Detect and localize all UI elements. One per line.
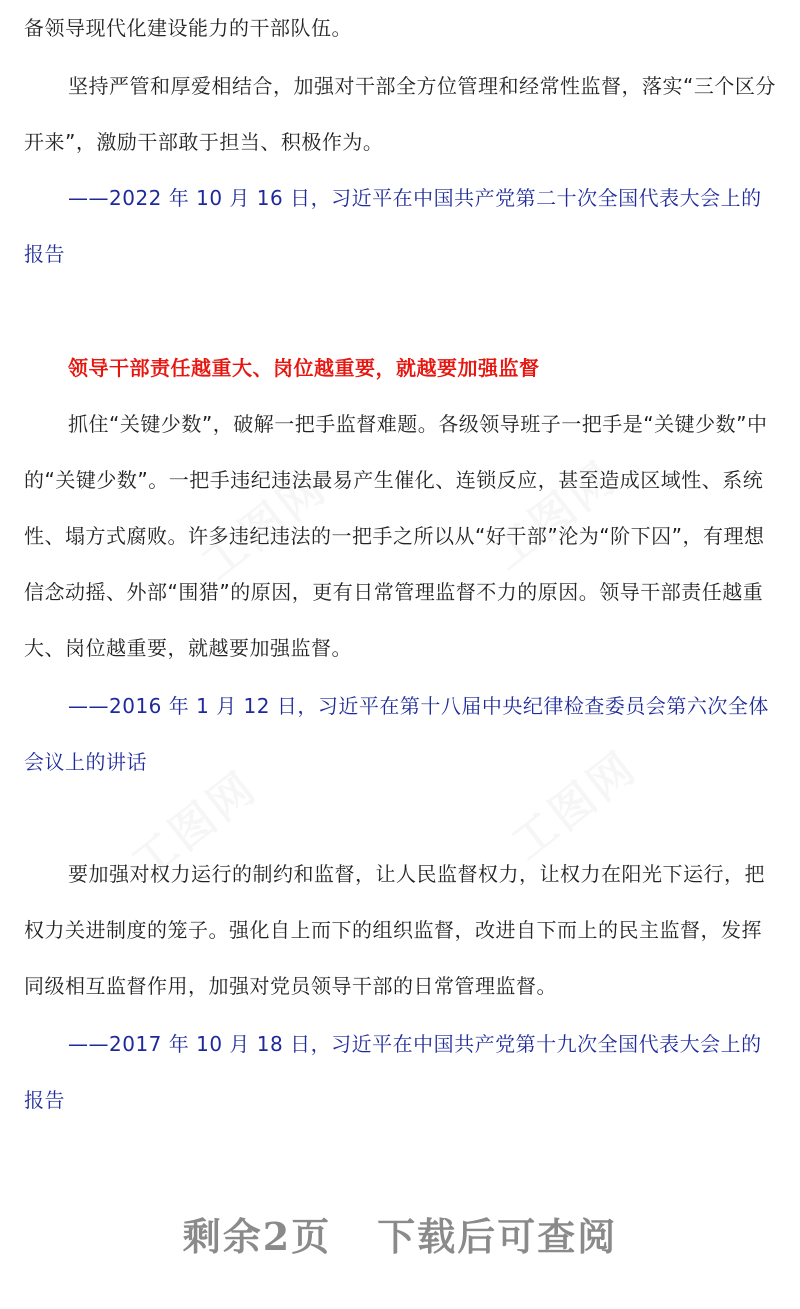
section-heading: 领导干部责任越重大、岗位越重要，就越要加强监督 [68, 356, 540, 380]
quote-source-2017: ——2017 年 10 月 18 日，习近平在中国共产党第十九次全国代表大会上的报告 [24, 1032, 762, 1112]
quote-source-2022: ——2022 年 10 月 16 日，习近平在中国共产党第二十次全国代表大会上的报告 [24, 186, 762, 266]
paragraph-key-minority: 抓住“关键少数”，破解一把手监督难题。各级领导班子一把手是“关键少数”中的“关键少数”。一把手违纪违法最易产生催化、连锁反应，甚至造成区域性、系统性、塌方式腐败。许多违纪违法的一把手之所以从“好干部”沦为“阶下囚”，有理想信念动摇、外部“围猎”的原因，更有日常管理监督不力的原因。领导干部责任越重大、岗位越重要，就越要加强监督。 [24, 412, 768, 660]
paragraph-strict-management: 坚持严管和厚爱相结合，加强对干部全方位管理和经常性监督，落实“三个区分开来”，激励干部敢于担当、积极作为。 [24, 74, 776, 154]
paragraph-intro-fragment: 备领导现代化建设能力的干部队伍。 [24, 16, 352, 40]
download-prompt[interactable] [0, 1206, 800, 1261]
remaining-pages-label: 剩余2页 [182, 1214, 332, 1259]
download-to-view-label: 下载后可查阅 [377, 1214, 618, 1259]
quote-source-2016: ——2016 年 1 月 12 日，习近平在第十八届中央纪律检查委员会第六次全体会议上的讲话 [24, 694, 769, 774]
paragraph-power-supervision: 要加强对权力运行的制约和监督，让人民监督权力，让权力在阳光下运行，把权力关进制度的笼子。强化自上而下的组织监督，改进自下而上的民主监督，发挥同级相互监督作用，加强对党员领导干部的日常管理监督。 [24, 862, 765, 998]
